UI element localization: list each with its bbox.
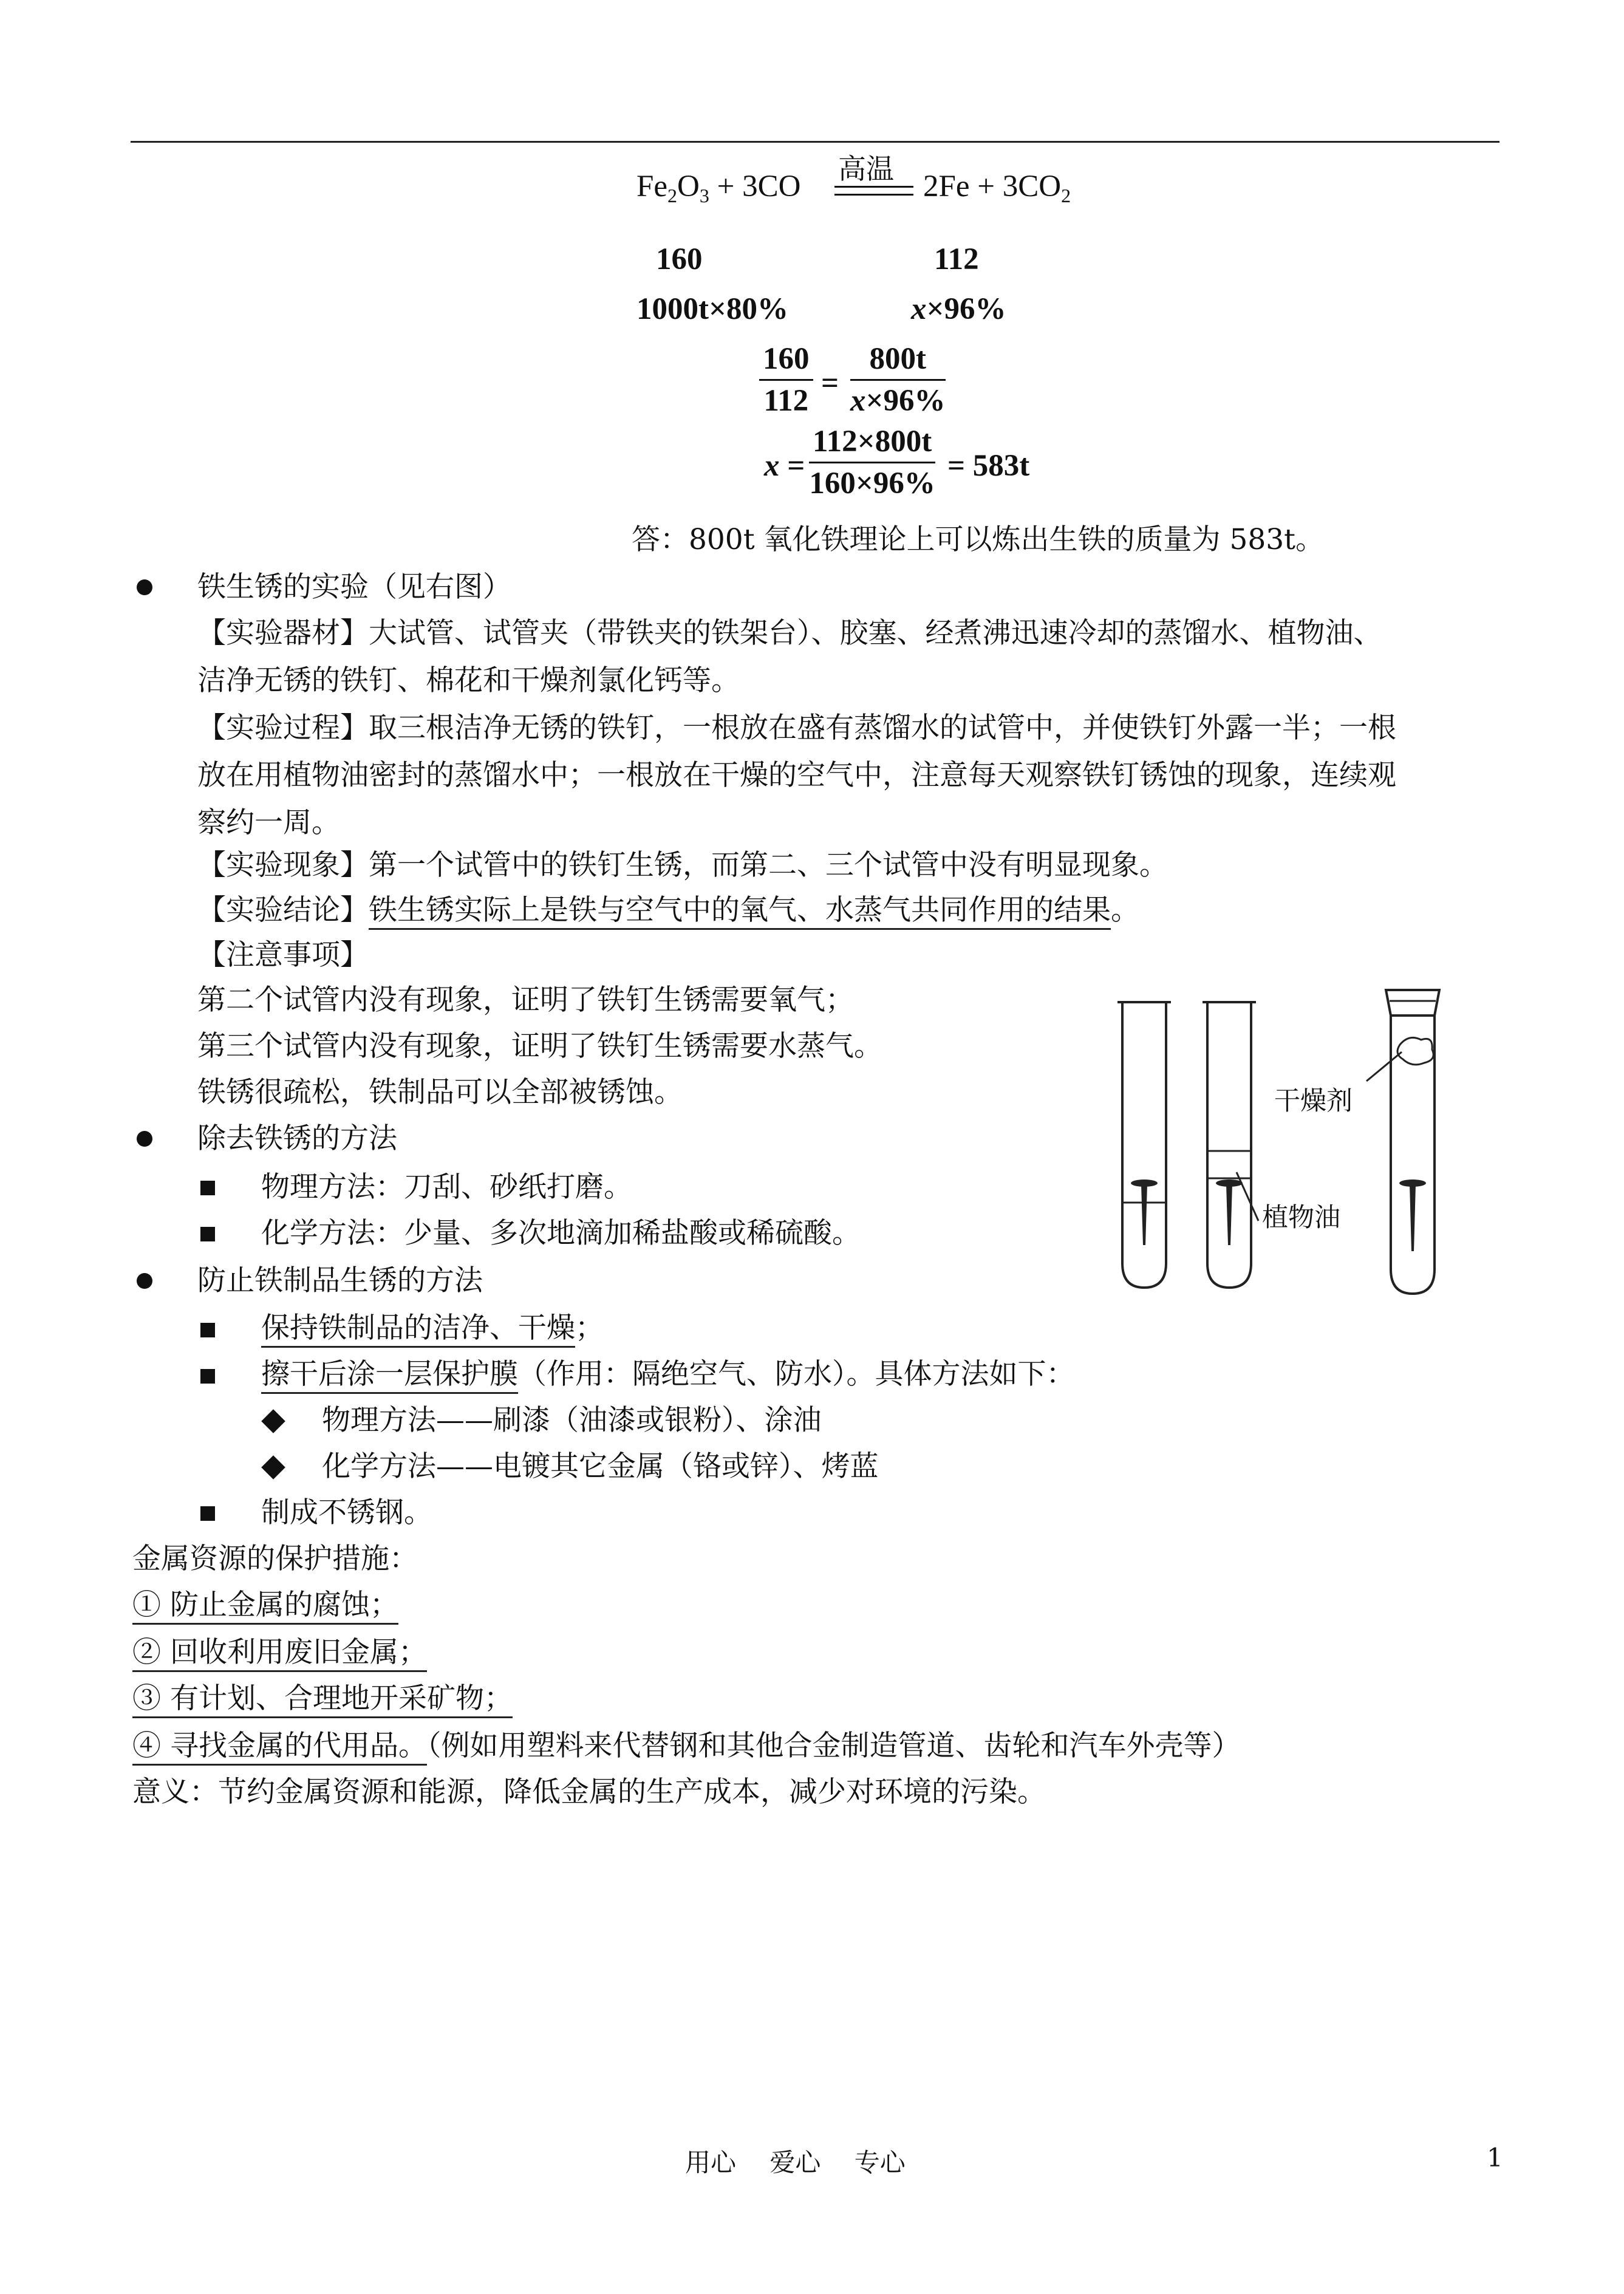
header-rule bbox=[131, 141, 1499, 143]
bullet-dot bbox=[137, 1131, 152, 1147]
process-line-3: 察约一周。 bbox=[197, 806, 340, 839]
molar-mass-left: 160 bbox=[656, 242, 703, 276]
measure-2: ② 回收利用废旧金属； bbox=[132, 1633, 427, 1673]
rubber-stopper bbox=[1386, 990, 1439, 1016]
oil-pointer bbox=[1237, 1172, 1258, 1221]
process-line-2: 放在用植物油密封的蒸馏水中；一根放在干燥的空气中，注意每天观察铁钉锈蚀的现象，连续观 bbox=[197, 759, 1396, 792]
meaning-line: 意义：节约金属资源和能源，降低金属的生产成本，减少对环境的污染。 bbox=[132, 1775, 1046, 1809]
solve-fraction: $\frac{112\times 800t}{160\times 96\%}$ bbox=[809, 425, 935, 500]
square-bullet bbox=[200, 1227, 215, 1241]
prevent-sub-2: 化学方法——电镀其它金属（铬或锌）、烤蓝 bbox=[322, 1450, 879, 1483]
prevent-item-2: 擦干后涂一层保护膜（作用：隔绝空气、防水）。具体方法如下： bbox=[261, 1354, 1075, 1394]
test-tube-figure bbox=[1093, 978, 1470, 1306]
note-1: 第二个试管内没有现象，证明了铁钉生锈需要氧气； bbox=[197, 983, 854, 1017]
label-vegetable-oil: 植物油 bbox=[1262, 1203, 1340, 1233]
section-title-remove: 除去铁锈的方法 bbox=[197, 1122, 397, 1155]
measure-4: ④ 寻找金属的代用品。（例如用塑料来代替钢和其他合金制造管道、齿轮和汽车外壳等） bbox=[132, 1726, 1240, 1766]
phenomenon-line: 【实验现象】第一个试管中的铁钉生锈，而第二、三个试管中没有明显现象。 bbox=[197, 848, 1168, 882]
measure-3: ③ 有计划、合理地开采矿物； bbox=[132, 1679, 513, 1719]
measure-1: ① 防止金属的腐蚀； bbox=[132, 1585, 398, 1625]
square-bullet bbox=[200, 1181, 215, 1195]
section-title-prevent: 防止铁制品生锈的方法 bbox=[197, 1264, 483, 1297]
diamond-bullet bbox=[261, 1409, 285, 1433]
prevent-sub-1: 物理方法——刷漆（油漆或银粉）、涂油 bbox=[322, 1404, 822, 1437]
proportion-right-fraction: $\frac{800t}{x\times 96\%}$ bbox=[850, 342, 946, 418]
square-bullet bbox=[200, 1323, 215, 1337]
section-title-rust: 铁生锈的实验（见右图） bbox=[197, 570, 511, 604]
equation-double-line bbox=[834, 186, 913, 196]
remove-item-2: 化学方法：少量、多次地滴加稀盐酸或稀硫酸。 bbox=[261, 1217, 861, 1250]
footer-motto: 用心 爱心 专心 bbox=[685, 2148, 906, 2177]
iron-nail-2 bbox=[1216, 1179, 1243, 1245]
desiccant-pointer bbox=[1366, 1052, 1402, 1081]
square-bullet bbox=[200, 1506, 215, 1521]
notes-title: 【注意事项】 bbox=[197, 938, 369, 972]
label-desiccant: 干燥剂 bbox=[1274, 1086, 1353, 1116]
conclusion-line: 【实验结论】铁生锈实际上是铁与空气中的氧气、水蒸气共同作用的结果。 bbox=[197, 890, 1139, 930]
proportion-left-fraction: $\frac{160}{112}$ bbox=[759, 341, 813, 418]
note-3: 铁锈很疏松，铁制品可以全部被锈蚀。 bbox=[197, 1076, 683, 1109]
iron-nail-1 bbox=[1131, 1179, 1158, 1245]
materials-line-1: 【实验器材】大试管、试管夹（带铁夹的铁架台）、胶塞、经煮沸迅速冷却的蒸馏水、植物油、 bbox=[197, 616, 1382, 650]
diamond-bullet bbox=[261, 1455, 285, 1480]
process-line-1: 【实验过程】取三根洁净无锈的铁钉，一根放在盛有蒸馏水的试管中，并使铁钉外露一半；一根 bbox=[197, 711, 1396, 745]
solve-variable: x = bbox=[764, 449, 805, 483]
desiccant-blob bbox=[1397, 1037, 1433, 1064]
equation-condition: 高温 bbox=[838, 152, 894, 185]
prevent-item-1: 保持铁制品的洁净、干燥； bbox=[261, 1308, 604, 1348]
answer-line: 答：800t 氧化铁理论上可以炼出生铁的质量为 583t。 bbox=[632, 523, 1325, 556]
bullet-dot bbox=[137, 579, 152, 595]
equation-rhs: $2Fe + 3CO_2$ bbox=[923, 169, 1071, 207]
square-bullet bbox=[200, 1369, 215, 1384]
remove-item-1: 物理方法：刀刮、砂纸打磨。 bbox=[261, 1170, 632, 1204]
materials-line-2: 洁净无锈的铁钉、棉花和干燥剂氯化钙等。 bbox=[197, 664, 740, 697]
molar-mass-right: 112 bbox=[934, 242, 979, 276]
equation-lhs: $Fe_2O_3 + 3CO$ bbox=[636, 169, 801, 207]
quantity-left: 1000t×80% bbox=[636, 292, 789, 326]
proportion-equals: = bbox=[821, 366, 839, 400]
page-number: 1 bbox=[1487, 2143, 1503, 2173]
iron-nail-3 bbox=[1399, 1179, 1426, 1251]
protection-title: 金属资源的保护措施： bbox=[132, 1542, 418, 1575]
quantity-right: x×96% bbox=[911, 292, 1006, 326]
solve-result: = 583t bbox=[947, 449, 1030, 483]
bullet-dot bbox=[137, 1273, 152, 1289]
note-2: 第三个试管内没有现象，证明了铁钉生锈需要水蒸气。 bbox=[197, 1029, 882, 1063]
prevent-item-3: 制成不锈钢。 bbox=[261, 1496, 432, 1529]
